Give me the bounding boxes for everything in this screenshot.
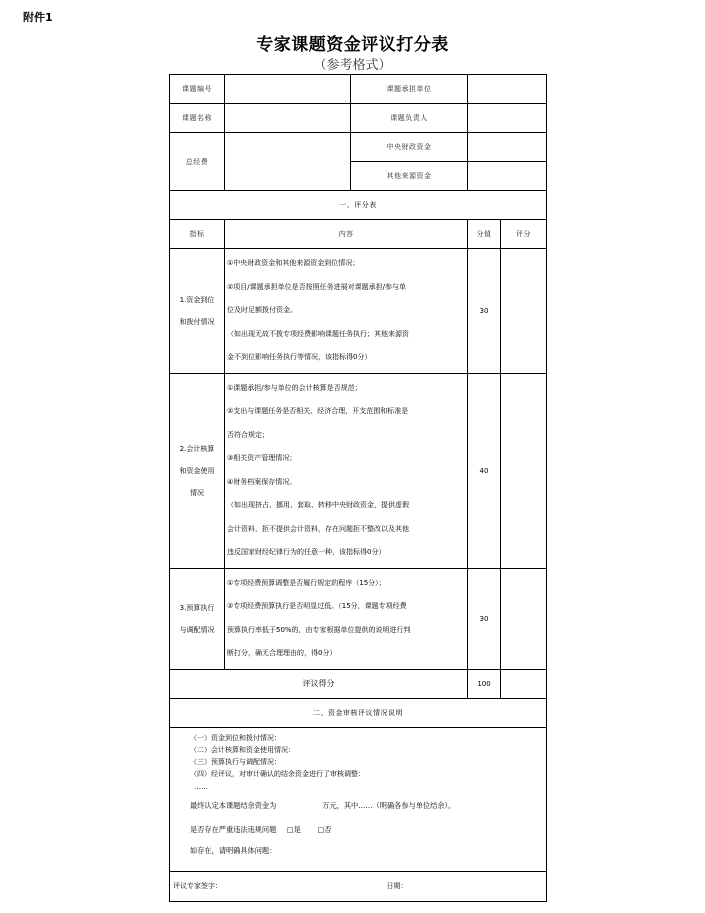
table-row [170, 568, 547, 669]
expert-signature-label: 评议专家签字： [173, 882, 222, 890]
review-section-title: 二、资金审核评议情况说明 [170, 698, 547, 727]
score-input-cell[interactable] [501, 568, 547, 669]
points-cell: 30 [468, 249, 501, 374]
points-cell: 40 [468, 373, 501, 568]
date-label: 日期： [386, 882, 408, 890]
attachment-label: 附件1 [23, 11, 53, 24]
total-budget-label: 总经费 [170, 133, 225, 191]
central-fund-field[interactable] [468, 133, 547, 162]
option-yes-checkbox[interactable]: □是 [286, 824, 301, 834]
total-points: 100 [468, 669, 501, 698]
total-label: 评议得分 [170, 669, 468, 698]
total-budget-field[interactable] [225, 133, 351, 191]
project-unit-field[interactable] [468, 75, 547, 104]
total-score-cell[interactable] [501, 669, 547, 698]
content-cell: ①专项经费预算调整是否履行规定的程序（15分）； ②专项经费预算执行是否明显过低。（15分，课题专项经费 预算执行率低于50%的，由专家根据单位提供的说明进行判 断打分，确无合理理由的，得0分） [225, 568, 468, 669]
points-cell: 30 [468, 568, 501, 669]
score-section-title: 一、评分表 [170, 191, 547, 220]
content-cell: ①中央财政资金和其他来源资金到位情况； ②项目/课题承担单位是否按照任务进展对课题承担/参与单 位及时足额拨付资金。 （如出现无故不拨专项经费影响课题任务执行；其他来源资 金不到位影响任务执行等情况，该指标得0分） [225, 249, 468, 374]
project-name-field[interactable] [225, 104, 351, 133]
if-exists-line: 如存在，请明确具体问题： [190, 845, 277, 855]
review-item: （四）经评议，对审计确认的结余资金进行了审核调整： [190, 769, 365, 778]
score-input-cell[interactable] [501, 249, 547, 374]
signature-row[interactable] [170, 871, 547, 901]
project-leader-field[interactable] [468, 104, 547, 133]
violation-question-line: 是否存在严重违法违规问题 □是 □否 [190, 824, 332, 834]
criterion-cell: 1.资金到位 和拨付情况 [170, 249, 225, 374]
project-no-field[interactable] [225, 75, 351, 104]
score-input-cell[interactable] [501, 373, 547, 568]
col-score-header: 评分 [501, 220, 547, 249]
other-fund-field[interactable] [468, 162, 547, 191]
col-content-header: 内容 [225, 220, 468, 249]
project-name-label: 课题名称 [170, 104, 225, 133]
col-criterion-header: 指标 [170, 220, 225, 249]
review-item: （一）资金到位和拨付情况： [190, 733, 281, 742]
other-fund-label: 其他来源资金 [351, 162, 468, 191]
criterion-cell: 3.预算执行 与调配情况 [170, 568, 225, 669]
table-row [170, 249, 547, 374]
central-fund-label: 中央财政资金 [351, 133, 468, 162]
review-item: （三）预算执行与调配情况： [190, 757, 281, 766]
project-no-label: 课题编号 [170, 75, 225, 104]
criterion-cell: 2.会计核算 和资金使用 情况 [170, 373, 225, 568]
page-title: 专家课题资金评议打分表 [256, 35, 449, 55]
final-balance-line: 最终认定本课题结余资金为 万元，其中……（明确各参与单位结余）。 [190, 800, 456, 810]
col-points-header: 分值 [468, 220, 501, 249]
review-notes[interactable] [170, 727, 547, 871]
project-unit-label: 课题承担单位 [351, 75, 468, 104]
option-no-checkbox[interactable]: □否 [317, 824, 332, 834]
review-item: （二）会计核算和资金使用情况： [190, 745, 295, 754]
scoring-form-table [169, 74, 547, 902]
page-subtitle: （参考格式） [313, 58, 392, 73]
content-cell: ①课题承担/参与单位的会计核算是否规范； ②支出与课题任务是否相关、经济合理，开支范围和标准是 否符合规定； ③相关资产管理情况； ④财务档案保存情况。 （如出现挤占、挪用、套取、转移中央财政资金，提供虚假 会计资料，拒不提供会计资料，存在问题拒不整改以及其他 违反国家财经纪律行为的任意一种，该指标得0分） [225, 373, 468, 568]
ellipsis: …… [194, 782, 208, 791]
table-row [170, 373, 547, 568]
project-leader-label: 课题负责人 [351, 104, 468, 133]
